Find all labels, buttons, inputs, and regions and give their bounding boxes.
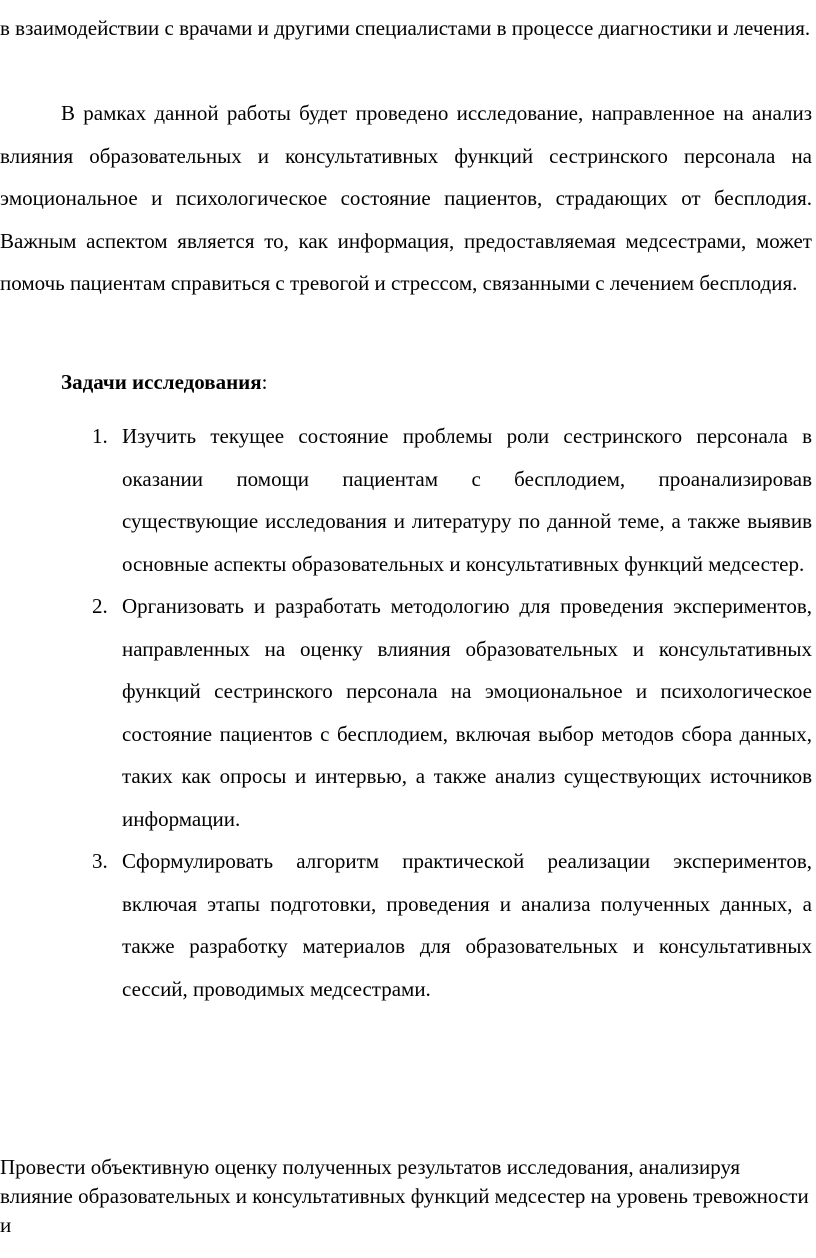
closing-paragraph: Провести объективную оценку полученных результатов исследования, анализируя влияние образовательных и консультативных функций медсестер на уровень тревожности и <box>0 1155 809 1237</box>
task-item-1 <box>0 415 812 585</box>
task-number: 1. <box>92 424 108 448</box>
task-number: 3. <box>92 849 108 873</box>
continuation-paragraph: в взаимодействии с врачами и другими специалистами в процессе диагностики и лечения. <box>0 16 811 40</box>
tasks-heading <box>61 361 267 404</box>
task-text: Организовать и разработать методологию для проведения экспериментов, направленных на оценку влияния образовательных и консультативных функций сестринского персонала на эмоциональное и психологическое состояние пациентов с бесплодием, включая выбор методов сбора данных, таких как опросы и интервью, а также анализ существующих источников информации. <box>122 594 812 831</box>
tasks-heading-title: Задачи исследования <box>61 370 262 394</box>
task-item-3 <box>0 840 812 1010</box>
task-text: Сформулировать алгоритм практической реализации экспериментов, включая этапы подготовки, проведения и анализа полученных данных, а также разработку материалов для образовательных и консультативных сессий, проводимых медсестрами. <box>122 849 812 1001</box>
task-number: 2. <box>92 594 108 618</box>
tasks-list <box>0 415 812 1010</box>
intro-paragraph: В рамках данной работы будет проведено исследование, направленное на анализ влияния образовательных и консультативных функций сестринского персонала на эмоциональное и психологическое состояние пациентов, страдающих от бесплодия. Важным аспектом является то, как информация, предоставляемая медсестрами, может помочь пациентам справиться с тревогой и стрессом, связанными с лечением бесплодия. <box>0 101 812 295</box>
tasks-heading-colon: : <box>261 370 268 394</box>
task-item-2 <box>0 585 812 840</box>
task-text: Изучить текущее состояние проблемы роли сестринского персонала в оказании помощи пациентам с бесплодием, проанализировав существующие исследования и литературу по данной теме, а также выявив основные аспекты образовательных и консультативных функций медсестер. <box>122 424 812 576</box>
